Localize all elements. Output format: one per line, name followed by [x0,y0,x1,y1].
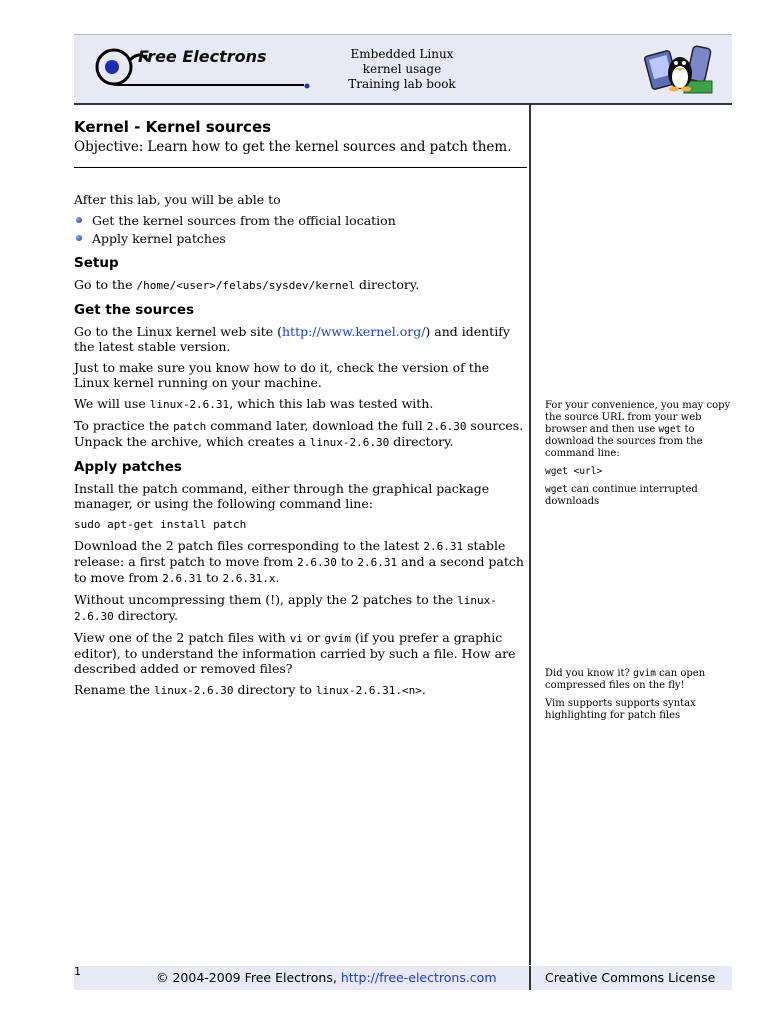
column-divider [529,103,531,965]
code-inline: vi [289,632,303,645]
text-span: , which this lab was tested with. [229,396,434,411]
header-title [332,47,472,92]
text-span: Go to the Linux kernel web site ( [74,324,282,339]
text-span: directory. [113,608,178,623]
text-span: (if you prefer a graphic editor), to understand the information carried by such a file. How are described added or removed files? [74,630,516,676]
patches-paragraph-3 [74,592,526,624]
header-title-line: kernel usage [362,62,442,76]
title-separator [74,167,527,168]
code-inline: 2.6.31.x [222,572,276,585]
text-span: sources. Unpack the archive, which creates a [74,418,524,449]
page-title: Kernel - Kernel sources [74,118,272,136]
copyright-text [156,970,497,985]
sources-paragraph-4 [74,418,526,450]
setup-paragraph [74,277,526,293]
footer-divider [529,966,531,990]
sources-paragraph-1 [74,324,526,354]
header-title-line: Embedded Linux [350,47,454,61]
bullet-icon [76,235,82,241]
patches-paragraph-2 [74,538,526,586]
code-inline: 2.6.31 [357,556,398,569]
patches-paragraph-5 [74,682,526,698]
code-inline: linux-2.6.30 [309,436,390,449]
text-span: © 2004-2009 Free Electrons, [156,970,341,985]
text-span: Without uncompressing them (!), apply the 2 patches to the [74,592,458,607]
logo-text: Free Electrons [138,47,267,66]
bullet-icon [76,217,82,223]
text-span: Rename the [74,682,154,697]
code-inline: 2.6.31 [162,572,203,585]
code-path: /home/<user>/felabs/sysdev/kernel [136,279,355,292]
text-span: We will use [74,396,150,411]
goals-list [74,213,526,246]
text-span: directory. [389,434,454,449]
objective-label: Objective: [74,139,144,155]
header-title-line: Training lab book [348,77,456,91]
list-item [74,213,526,228]
tux-devices-icon [644,41,716,99]
section-heading-patches: Apply patches [74,459,182,475]
section-heading-setup: Setup [74,255,119,271]
code-inline: wget [545,484,568,495]
text-span: . [275,570,280,585]
text-span: command later, download the full [206,418,427,433]
main-content [74,120,526,704]
code-inline: 2.6.30 [426,420,467,433]
objective-text: Learn how to get the kernel sources and patch them. [147,139,512,155]
code-inline: gvim [633,668,656,679]
page-footer [74,966,732,990]
text-span: View one of the 2 patch files with [74,630,290,645]
sources-paragraph-2: Just to make sure you know how to do it, check the version of the Linux kernel running on your machine. [74,360,490,390]
kernel-org-link[interactable]: http://www.kernel.org/ [282,324,426,339]
page-number: 1 [74,965,81,978]
sidebar-note [545,668,745,692]
list-item-text: Apply kernel patches [92,231,226,246]
sources-paragraph-3 [74,396,526,412]
page-header [74,34,732,105]
text-span: can continue interrupted downloads [545,484,698,507]
patches-paragraph-4 [74,630,526,676]
code-inline: gvim [324,632,351,645]
objective [74,139,526,155]
intro-text: After this lab, you will be able to [74,192,281,207]
install-command: sudo apt-get install patch [74,518,247,531]
text-span: directory to [233,682,316,697]
text-span: To practice the [74,418,174,433]
text-span: to [202,570,223,585]
text-span: ) and identify the latest stable version. [74,324,510,354]
sidebar-command: wget <url> [545,466,603,477]
code-inline: linux-2.6.30 [153,684,234,697]
text-span: stable release: a first patch to move from [74,538,506,569]
list-item-text: Get the kernel sources from the official location [92,213,396,228]
code-inline: patch [173,420,207,433]
section-heading-sources: Get the sources [74,302,195,318]
sidebar-note-wget [545,400,745,514]
text-span: can open compressed files on the fly! [545,668,706,691]
text-span: or [302,630,325,645]
code-inline: 2.6.30 [297,556,337,569]
sidebar-note-gvim [545,668,745,728]
sidebar-note [545,400,745,460]
text-span: Download the 2 patch files corresponding to the latest [74,538,424,553]
list-item [74,231,526,246]
text-span: to download the sources from the command line: [545,424,703,459]
code-inline: linux-2.6.30 [74,594,497,623]
patches-paragraph-1: Install the patch command, either through the graphical package manager, or using the following command line: [74,481,490,511]
text-span: to [336,554,358,569]
license-text: Creative Commons License [545,970,716,985]
text-span: Go to the [74,277,137,292]
sidebar-note [545,484,745,508]
text-span: For your convenience, you may copy the source URL from your web browser and then use [545,400,731,435]
text-span: Did you know it? [545,668,634,679]
free-electrons-link[interactable]: http://free-electrons.com [340,970,497,985]
code-inline: wget [658,424,682,435]
code-inline: linux-2.6.31.<n> [315,684,422,697]
text-span: . [421,682,426,697]
text-span: and a second patch to move from [74,554,524,585]
code-inline: 2.6.31 [423,540,464,553]
code-inline: linux-2.6.31 [149,398,230,411]
text-span: directory. [355,277,420,292]
sidebar-note: Vim supports supports syntax highlighting for patch files [545,698,696,721]
